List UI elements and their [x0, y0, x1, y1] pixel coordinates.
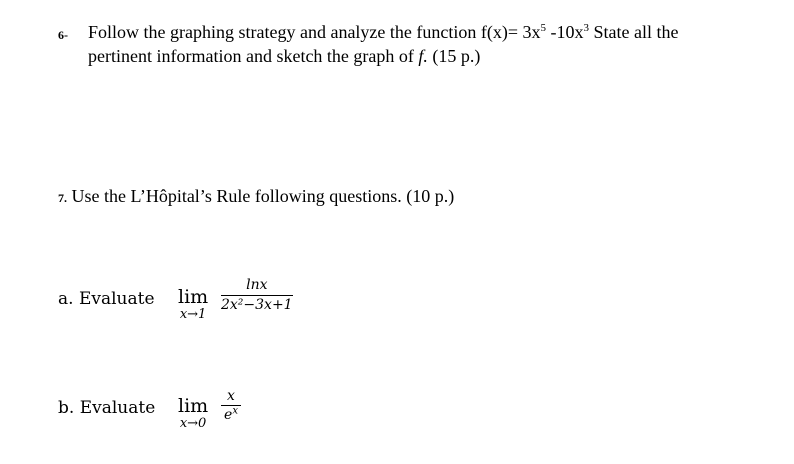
question-7-number: 7.	[58, 191, 67, 205]
question-6-line-2: pertinent information and sketch the graph of f. (15 p.)	[88, 46, 481, 66]
part-b-limit-subscript: x→0	[179, 416, 207, 431]
question-7	[58, 186, 454, 207]
part-a-denominator: 2x²−3x+1	[221, 297, 293, 313]
part-b-fraction	[221, 387, 241, 424]
part-b-label: b. Evaluate	[58, 398, 156, 418]
part-a-limit: lim x→1	[178, 286, 209, 322]
part-b-limit: lim x→0	[178, 395, 209, 431]
question-6-number: 6-	[58, 28, 68, 42]
part-b-denominator: $e^x$	[224, 405, 238, 423]
part-a-label: a. Evaluate	[58, 289, 155, 309]
question-7-text: Use the L’Hôpital’s Rule following questions. (10 p.)	[67, 186, 455, 206]
part-a-limit-subscript: x→1	[179, 307, 207, 322]
part-a-fraction	[221, 276, 293, 315]
part-a-numerator: lnx	[246, 277, 268, 293]
part-b-numerator: x	[227, 388, 235, 404]
question-6-line-1: Follow the graphing strategy and analyze the function $f(x)= 3x^5$ $-10x^3$ State all the	[88, 22, 679, 42]
